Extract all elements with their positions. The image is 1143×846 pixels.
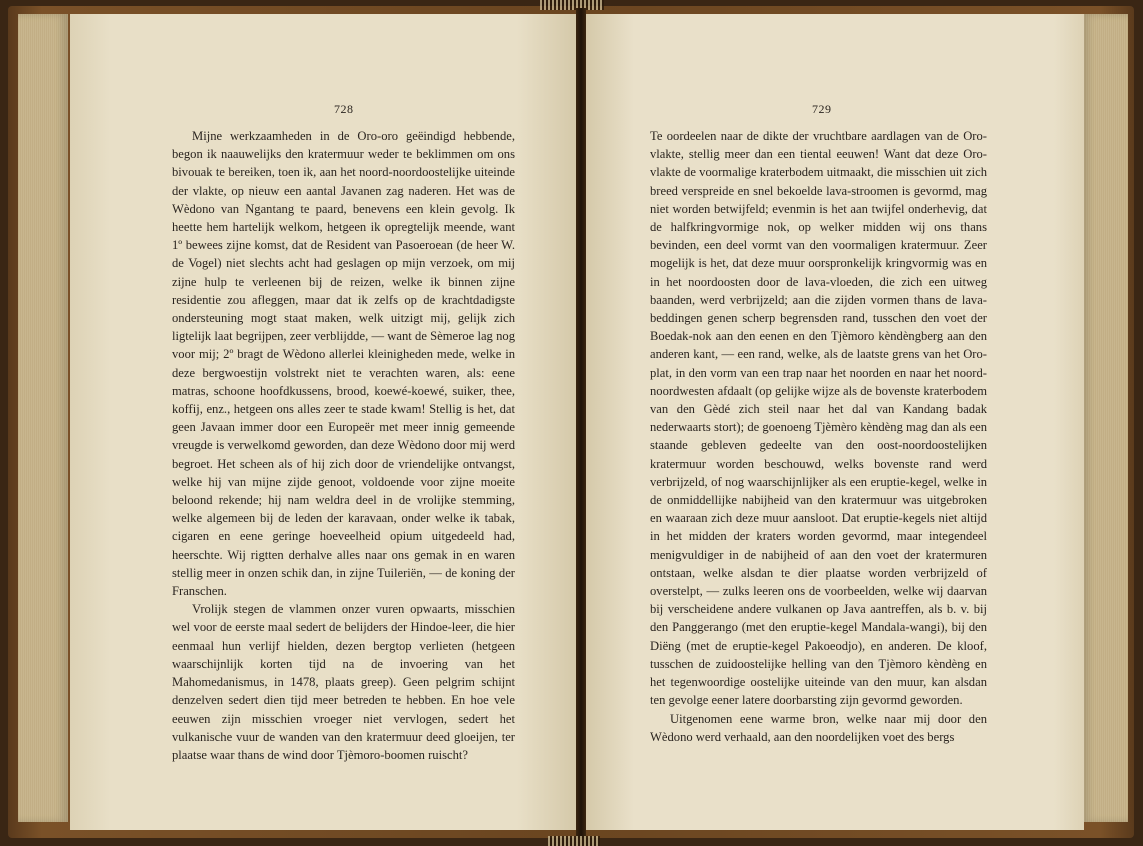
right-paragraph-1: Te oordeelen naar de dikte der vruchtbare aardlagen van de Oro-vlakte, stellig meer dan een tiental eeuwen! Want dat deze Oro-vlakte de voormalige kraterbodem uitmaakt, die misschien uit zich breed verspreide en snel bekoelde lava-stroomen is gevormd, mag niet worden betwijfeld; evenmin is het aan twijfel onderhevig, dat de halfkringvormige nok, op welker midden wij ons thans bevinden, een deel vormt van den voormaligen kratermuur. Zeer mogelijk is het, dat deze muur oorspronkelijk kringvormig was en in het noordoosten door de lava-vloeden, die zich een uitweg baanden, werd verbrijzeld; aan die zijden vormen thans de lava-beddingen genen scherp begrensden rand, tusschen den voet der Boedak-nok aan den eenen en den Tjèmoro kèndèngberg aan den anderen kant, — een rand, welke, als de laatste grens van het Oro-plat, in den vorm van een trap naar het noorden en naar het noord-noordwesten afdaalt (op gelijke wijze als de bovenste kraterbodem van den Gèdé zich steil naar het dal van Kandang badak nederwaarts stort); de goenoeng Tjèmèro kèndèng mag dan als een staande gebleven gedeelte van den oost-noordoostelijken kratermuur worden beschouwd, welks bovenste rand werd verbrijzeld, of nog waarschijnlijker als een eruptie-kegel, welke in de onmiddellijke nabijheid van den kratermuur was uitgebroken en waaraan zich deze muur aansloot. Dat eruptie-kegels niet altijd in het midden der kraters worden gevormd, maar integendeel menigvuldiger in de nabijheid of aan den voet der kratermuren ontstaan, welke alsdan te dier plaatse worden verbrijzeld of overstelpt, — zulks leeren ons de voorbeelden, welke wij daarvan bij verscheidene andere vulkanen op Java aantreffen, als b. v. bij den Panggerango (met den eruptie-kegel Mandala-wangi), bij den Diëng (met de eruptie-kegel Pakoeodjo), en anderen. De kloof, tusschen de zuidoostelijke helling van den Tjèmoro kèndèng en het tegenwoordige oostelijke uiteinde van den muur, kan alsdan ten gevolge eener latere doorbarsting zijn gevormd geworden. [650, 129, 987, 708]
right-paragraph-2: Uitgenomen eene warme bron, welke naar mij door den Wèdono werd verhaald, aan den noordelijken voet des bergs [650, 711, 987, 744]
right-page-body [650, 127, 987, 746]
left-page-edges [18, 14, 68, 822]
left-page-body [172, 127, 515, 764]
left-paragraph-1: Mijne werkzaamheden in de Oro-oro geëindigd hebbende, begon ik naauwelijks den kratermuur weder te beklimmen om ons bivouak te bereiken, toen ik, aan het noord-noordoostelijke uiteinde der vlakte, op nieuw een aantal Javanen zag naderen. Het was de Wèdono van Ngantang te paard, benevens een klein gevolg. Ik heette hem hartelijk welkom, hetgeen ik opregtelijk meende, want 1º bewees zijne komst, dat de Resident van Pasoeroean (de heer W. de Vogel) niet slechts acht had geslagen op mijn verzoek, om mij zijne hulp te verleenen bij de reizen, welke ik binnen zijne residentie zou afleggen, maar dat ik zelfs op de krachtdadigste ondersteuning mogt staat maken, welk uitzigt mij, gelijk zich ligtelijk laat begrijpen, zeer verblijdde, — want de Sèmeroe lag nog voor mij; 2º bragt de Wèdono allerlei kleinigheden mede, welke in deze bergwoestijn volstrekt niet te verachten waren, als: eene matras, schoone hoofdkussens, brood, koewé-koewé, suiker, thee, koffij, enz., hetgeen ons alles zeer te stade kwam! Stellig is het, dat geen Javaan immer door een Europeër met meer innig gemeende vreugde is verwelkomd geworden, dan deze Wèdono door mij werd begroet. Het scheen als of hij zich door de vriendelijke ontvangst, welke hij van mijne zijde genoot, voldoende voor zijne moeite beloond rekende; hij nam weldra deel in de vrolijke stemming, welke algemeen bij de leden der karavaan, onder welke ik tabak, cigaren en eene geringe hoeveelheid opium uitgedeeld had, heerschte. Wij rigtten derhalve alles naar ons gemak in en waren stellig meer in onzen schik dan, in zijne Tuileriën, — de koning der Franschen. [172, 129, 515, 599]
binding-bottom-edge [548, 836, 600, 846]
right-page-number: 729 [812, 102, 832, 116]
left-paragraph-2: Vrolijk stegen de vlammen onzer vuren opwaarts, misschien wel voor de eerste maal sedert de belijders der Hindoe-leer, die hier eenmaal hun verlijf hielden, dezen bergtop verlieten (hetgeen waarschijnlijk korten tijd na de invoering van het Mahomedanismus, in 1478, plaats greep). Geen pelgrim schijnt denzelven sedert dien tijd meer betreden te hebben. En hoe vele eeuwen zijn misschien vroeger niet vervlogen, sedert het vulkanische vuur de wanden van den kratermuur deed gloeijen, ter plaatse waar thans de wind door Tjèmoro-boomen ruischt? [172, 602, 515, 762]
right-page-edges [1082, 14, 1128, 822]
left-page-number: 728 [334, 102, 354, 116]
book-gutter [576, 8, 586, 838]
binding-top-edge [540, 0, 604, 10]
